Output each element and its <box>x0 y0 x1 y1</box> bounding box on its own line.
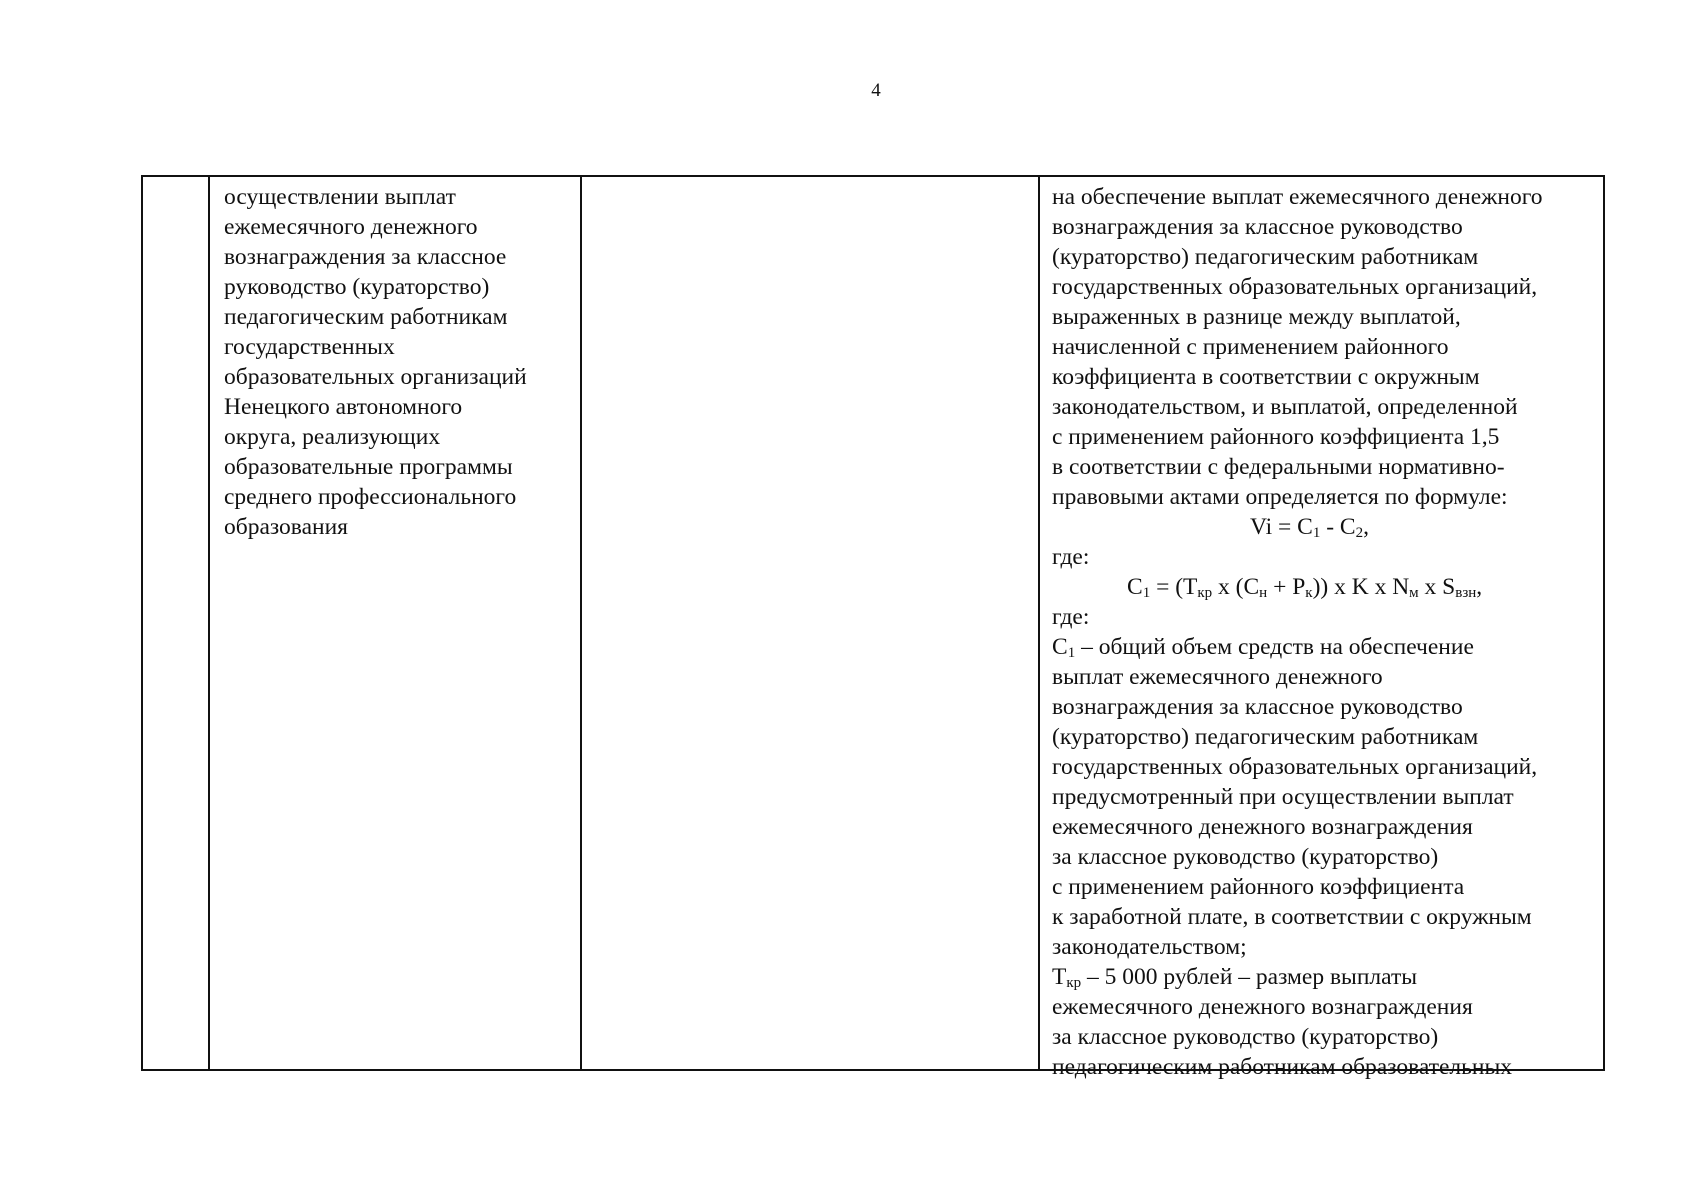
text-line: законодательством; <box>1052 934 1247 960</box>
continuation-table <box>141 175 1605 1080</box>
text-line: законодательством, и выплатой, определенной <box>1052 394 1518 420</box>
text-line: государственных образовательных организаций, <box>1052 754 1538 780</box>
measure-name-text <box>224 182 580 542</box>
text-line: выраженных в разнице между выплатой, <box>1052 304 1461 330</box>
table-column-number <box>143 177 210 1069</box>
text-line: правовыми актами определяется по формуле: <box>1052 484 1508 510</box>
formula-c1: $C_1 = (T_{кр}$ x $(C_н + P_к)$) x K x $N_м$ x $S_{взн}$, <box>1127 574 1483 601</box>
method-text <box>1052 182 1603 1082</box>
text-line: среднего профессионального <box>224 484 517 510</box>
c1-definition-first-line: $C_1$ – общий объем средств на обеспечение <box>1052 634 1474 661</box>
text-line: образовательные программы <box>224 454 513 480</box>
where-label: где: <box>1052 604 1090 630</box>
table-column-name <box>210 177 582 1069</box>
text-line: с применением районного коэффициента <box>1052 874 1465 900</box>
text-line: ежемесячного денежного <box>224 214 478 240</box>
text-line: начисленной с применением районного <box>1052 334 1449 360</box>
text-line: руководство (кураторство) <box>224 274 490 300</box>
text-line: (кураторство) педагогическим работникам <box>1052 244 1479 270</box>
page-number: 4 <box>871 80 881 101</box>
text-line: за классное руководство (кураторство) <box>1052 1024 1439 1050</box>
text-line: коэффициента в соответствии с окружным <box>1052 364 1480 390</box>
text-line: на обеспечение выплат ежемесячного денежного <box>1052 184 1543 210</box>
text-line: педагогическим работникам образовательных <box>1052 1054 1512 1080</box>
text-line: педагогическим работникам <box>224 304 508 330</box>
text-line: с применением районного коэффициента 1,5 <box>1052 424 1500 450</box>
text-line: к заработной плате, в соответствии с окружным <box>1052 904 1532 930</box>
formula-vi: $Vi = C_1 - C_2$, <box>1250 514 1369 541</box>
text-line: округа, реализующих <box>224 424 441 450</box>
text-line: за классное руководство (кураторство) <box>1052 844 1439 870</box>
text-line: государственных <box>224 334 395 360</box>
text-line: образовательных организаций <box>224 364 527 390</box>
text-line: ежемесячного денежного вознаграждения <box>1052 814 1473 840</box>
text-line: в соответствии с федеральными нормативно- <box>1052 454 1505 480</box>
text-line: выплат ежемесячного денежного <box>1052 664 1383 690</box>
text-line: осуществлении выплат <box>224 184 456 210</box>
table-column-empty <box>582 177 1040 1069</box>
text-line: образования <box>224 514 348 540</box>
text-line: государственных образовательных организаций, <box>1052 274 1538 300</box>
text-line: Ненецкого автономного <box>224 394 463 420</box>
text-line: вознаграждения за классное <box>224 244 507 270</box>
text-line: вознаграждения за классное руководство <box>1052 694 1463 720</box>
text-line: предусмотренный при осуществлении выплат <box>1052 784 1514 810</box>
where-label: где: <box>1052 544 1090 570</box>
text-line: ежемесячного денежного вознаграждения <box>1052 994 1473 1020</box>
table-column-method <box>1040 177 1603 1080</box>
text-line: вознаграждения за классное руководство <box>1052 214 1463 240</box>
tkr-definition-first-line: $T_{кр} - 5$ 000 рублей – размер выплаты <box>1052 964 1418 991</box>
text-line: (кураторство) педагогическим работникам <box>1052 724 1479 750</box>
